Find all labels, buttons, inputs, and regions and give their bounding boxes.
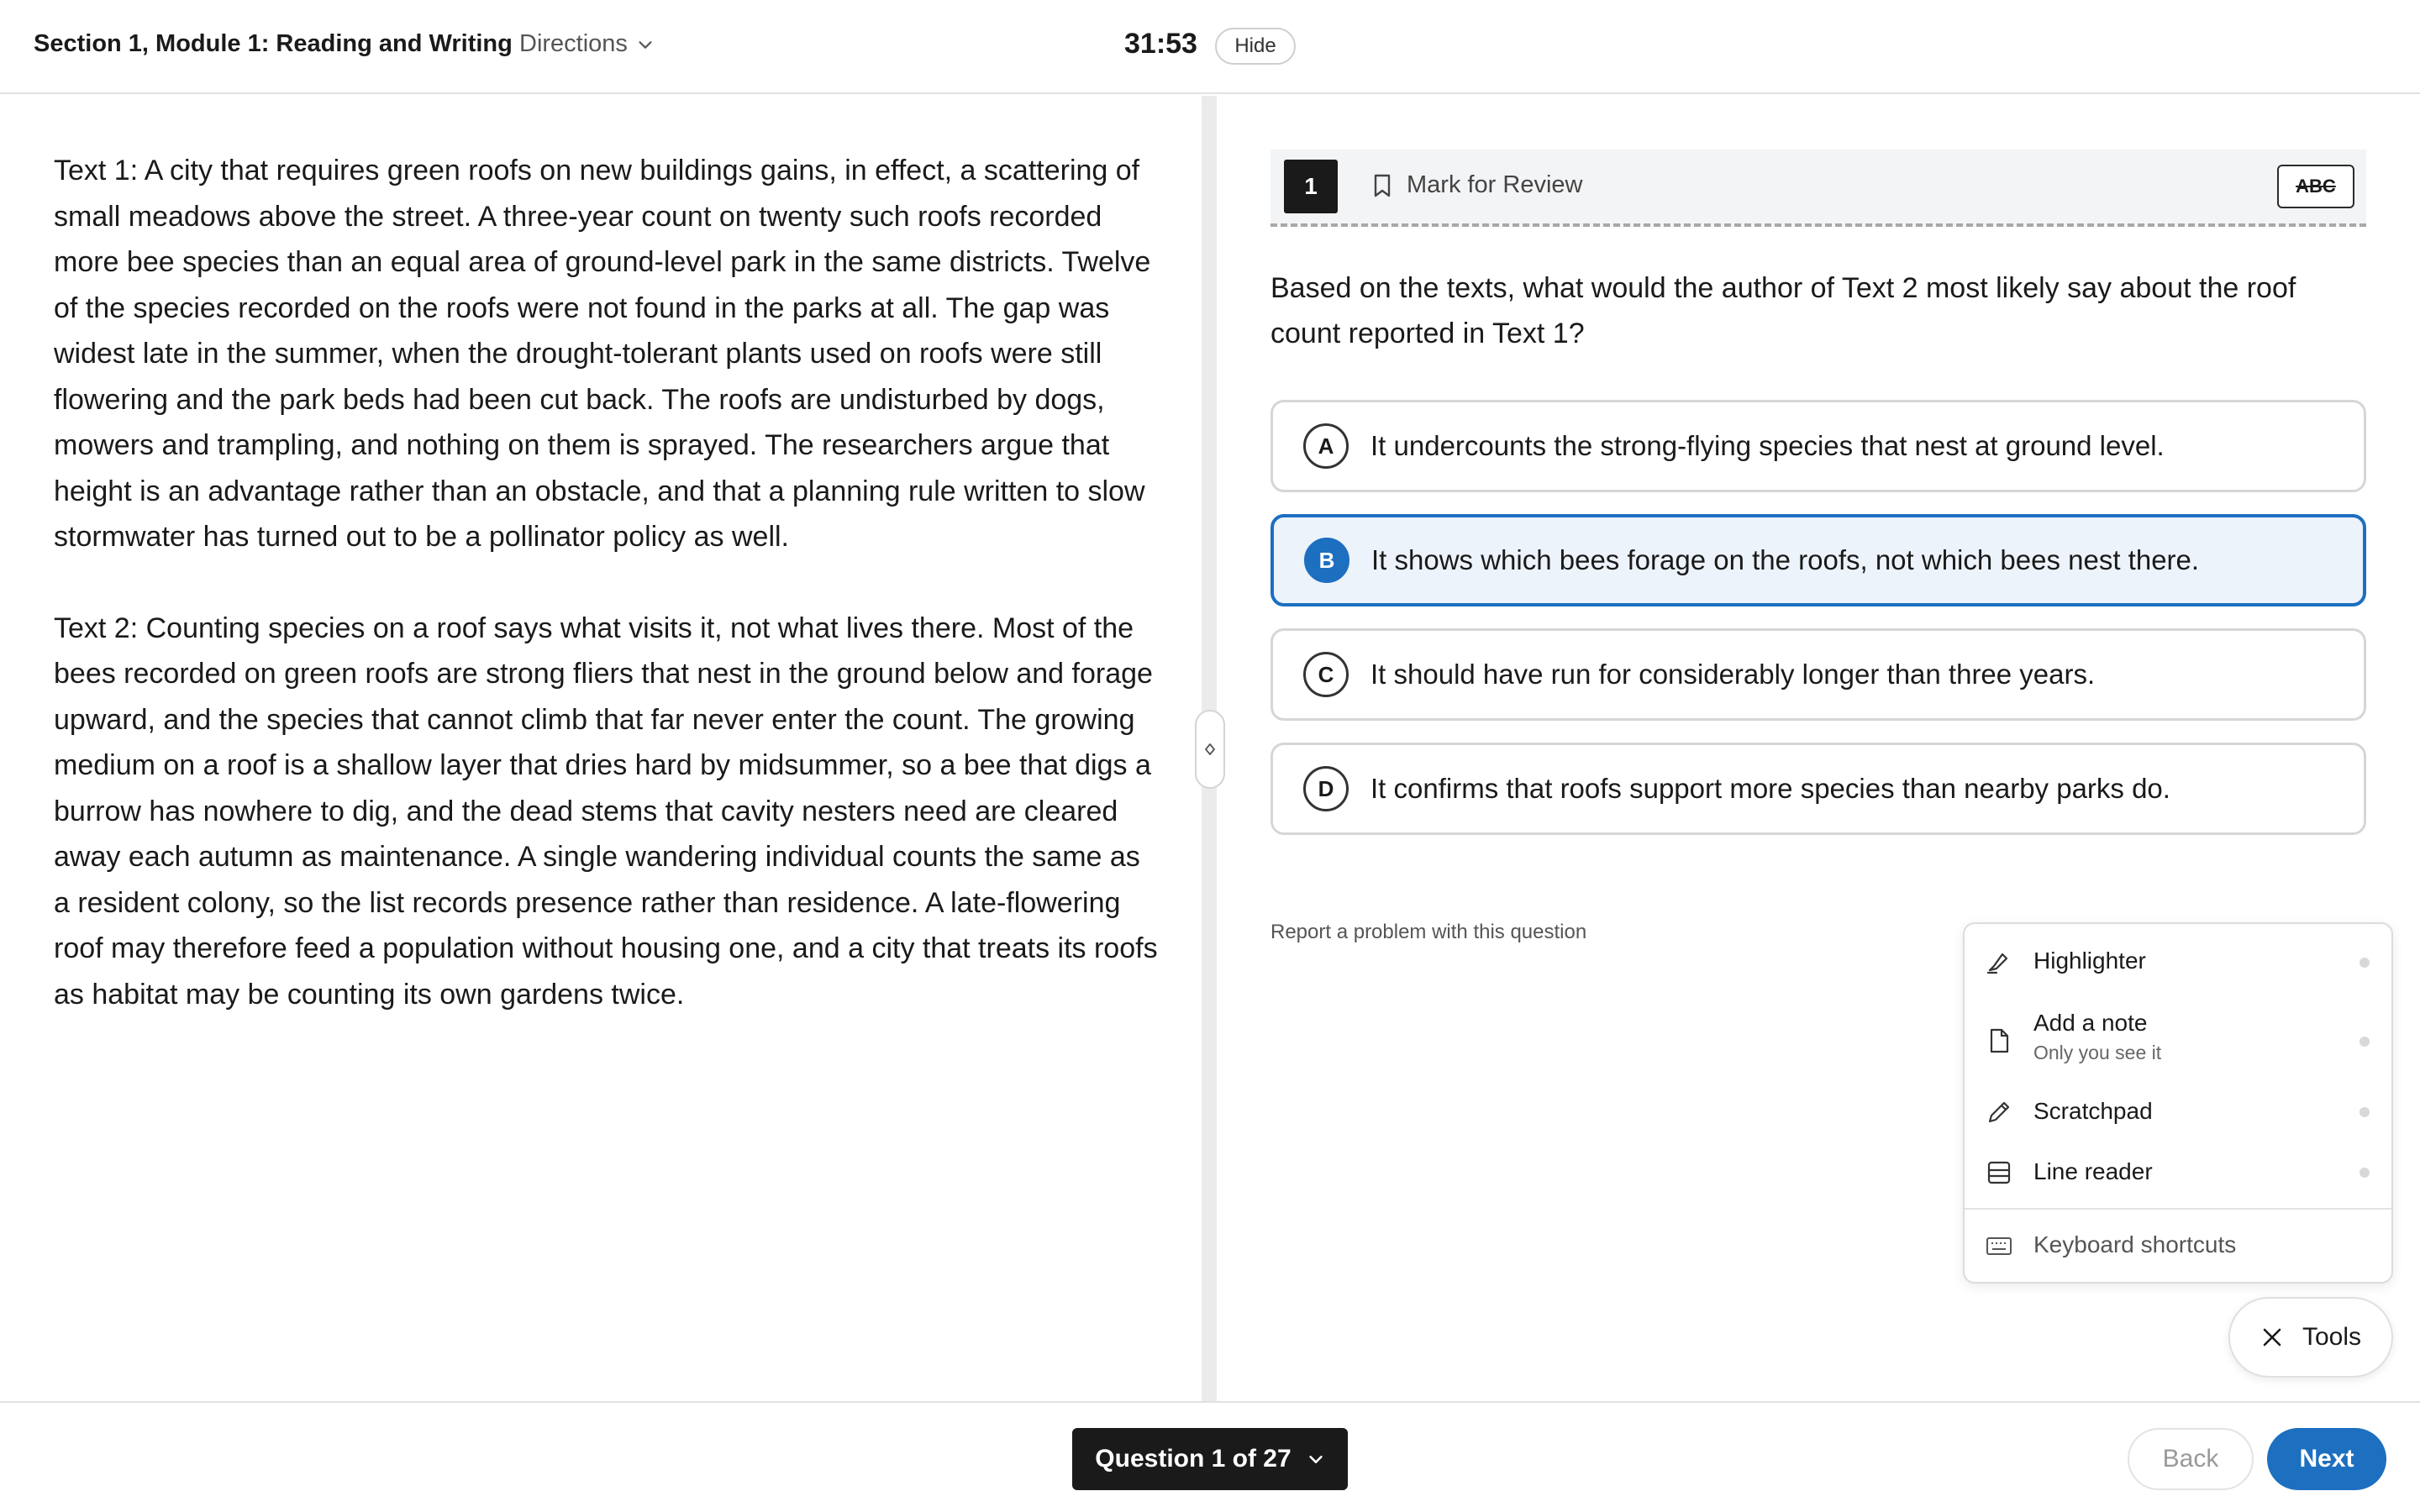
answer-choice-d[interactable] <box>1270 743 2366 835</box>
passage-text-2: Text 2: Counting species on a roof says what visits it, not what lives there. Most of the bees recorded on green roofs are strong fliers that nest in the ground below and forage upward, and the species that cannot climb that far never enter the count. The growing medium on a roof is a shallow layer that dries hard by midsummer, so a bee that digs a burrow has nowhere to dig, and the dead stems that cavity nesters need are cleared away each autumn as maintenance. A single wandering individual counts the same as a resident colony, so the list records presence rather than residence. A late-flowering roof may therefore feed a population without housing one, and a city that treats its roofs as habitat may be counting its own gardens twice. <box>54 612 1158 1011</box>
chevron-down-icon <box>1307 1450 1325 1468</box>
keyboard-icon <box>1985 1231 2013 1260</box>
passage-text-1: Text 1: A city that requires green roofs on new buildings gains, in effect, a scattering of small meadows above the street. A three-year count on twenty such roofs recorded more bee species than an equal area of ground-level park in the same districts. Twelve of the species recorded on the roofs were not found in the parks at all. The gap was widest late in the summer, when the drought-tolerant plants used on roofs were still flowering and the park beds had been cut back. The roofs are undisturbed by dogs, mowers and trampling, and nothing on them is sprayed. The researchers argue that height is an advantage rather than an obstacle, and that a planning rule written to slow stormwater has turned out to be a pollinator policy as well. <box>54 155 1151 553</box>
choice-text: It confirms that roofs support more species than nearby parks do. <box>1370 773 2170 804</box>
chevron-down-icon <box>636 35 655 54</box>
resize-arrows-icon <box>1202 742 1218 757</box>
pencil-icon <box>1985 1098 2013 1126</box>
tool-label: Scratchpad <box>2033 1098 2153 1124</box>
choice-text: It should have run for considerably longer than three years. <box>1370 659 2096 690</box>
choice-letter: B <box>1304 538 1349 583</box>
choice-letter: C <box>1303 652 1349 697</box>
line-reader-icon <box>1985 1158 2013 1187</box>
top-header <box>0 0 2420 94</box>
next-button[interactable]: Next <box>2267 1428 2386 1490</box>
choice-letter: D <box>1303 766 1349 811</box>
back-button[interactable]: Back <box>2128 1428 2254 1490</box>
hide-timer-button[interactable]: Hide <box>1215 28 1296 65</box>
tool-label: Line reader <box>2033 1158 2153 1184</box>
choice-text: It shows which bees forage on the roofs, not which bees nest there. <box>1371 544 2200 575</box>
tool-keyboard-shortcuts[interactable] <box>1965 1210 2391 1282</box>
tool-sublabel: Only you see it <box>2033 1042 2162 1063</box>
status-dot <box>2360 1107 2370 1117</box>
answer-choice-a[interactable] <box>1270 400 2366 492</box>
question-navigator-label: Question 1 of 27 <box>1095 1445 1292 1473</box>
bookmark-icon <box>1371 173 1393 198</box>
status-dot <box>2360 1037 2370 1047</box>
tool-label: Add a note <box>2033 1010 2148 1036</box>
tool-label: Keyboard shortcuts <box>2033 1231 2237 1257</box>
status-dot <box>2360 958 2370 968</box>
passage-pane <box>54 148 1163 1063</box>
tools-button-label: Tools <box>2302 1323 2362 1351</box>
answer-eliminator-toggle[interactable]: ABC <box>2277 165 2354 208</box>
tool-highlighter[interactable] <box>1965 924 2391 1000</box>
note-icon <box>1985 1026 2013 1055</box>
tool-scratchpad[interactable] <box>1965 1082 2391 1142</box>
question-stem: Based on the texts, what would the author of Text 2 most likely say about the roof count reported in Text 1? <box>1270 272 2296 349</box>
question-navigator-button[interactable] <box>1072 1428 1348 1490</box>
directions-dropdown[interactable] <box>519 30 655 58</box>
answer-choice-c[interactable] <box>1270 628 2366 721</box>
mark-for-review-button[interactable] <box>1371 171 1583 199</box>
tools-button[interactable] <box>2228 1297 2393 1378</box>
answer-choice-b[interactable] <box>1270 514 2366 606</box>
question-header-bar <box>1270 150 2366 227</box>
status-dot <box>2360 1168 2370 1178</box>
highlighter-icon <box>1985 948 2013 976</box>
tools-menu <box>1963 922 2393 1284</box>
timer: 31:53 <box>1124 28 1197 60</box>
choice-letter: A <box>1303 423 1349 469</box>
section-title: Section 1, Module 1: Reading and Writing <box>34 30 513 57</box>
report-problem-link[interactable]: Report a problem with this question <box>1270 921 1587 943</box>
pane-resize-handle[interactable] <box>1195 710 1225 789</box>
tool-add-note[interactable] <box>1965 1000 2391 1082</box>
choice-text: It undercounts the strong-flying species that nest at ground level. <box>1370 430 2165 461</box>
question-number: 1 <box>1284 160 1338 213</box>
tool-line-reader[interactable] <box>1965 1142 2391 1203</box>
tool-label: Highlighter <box>2033 948 2146 974</box>
close-icon <box>2260 1326 2284 1349</box>
directions-label: Directions <box>519 30 628 57</box>
mark-for-review-label: Mark for Review <box>1407 171 1583 198</box>
